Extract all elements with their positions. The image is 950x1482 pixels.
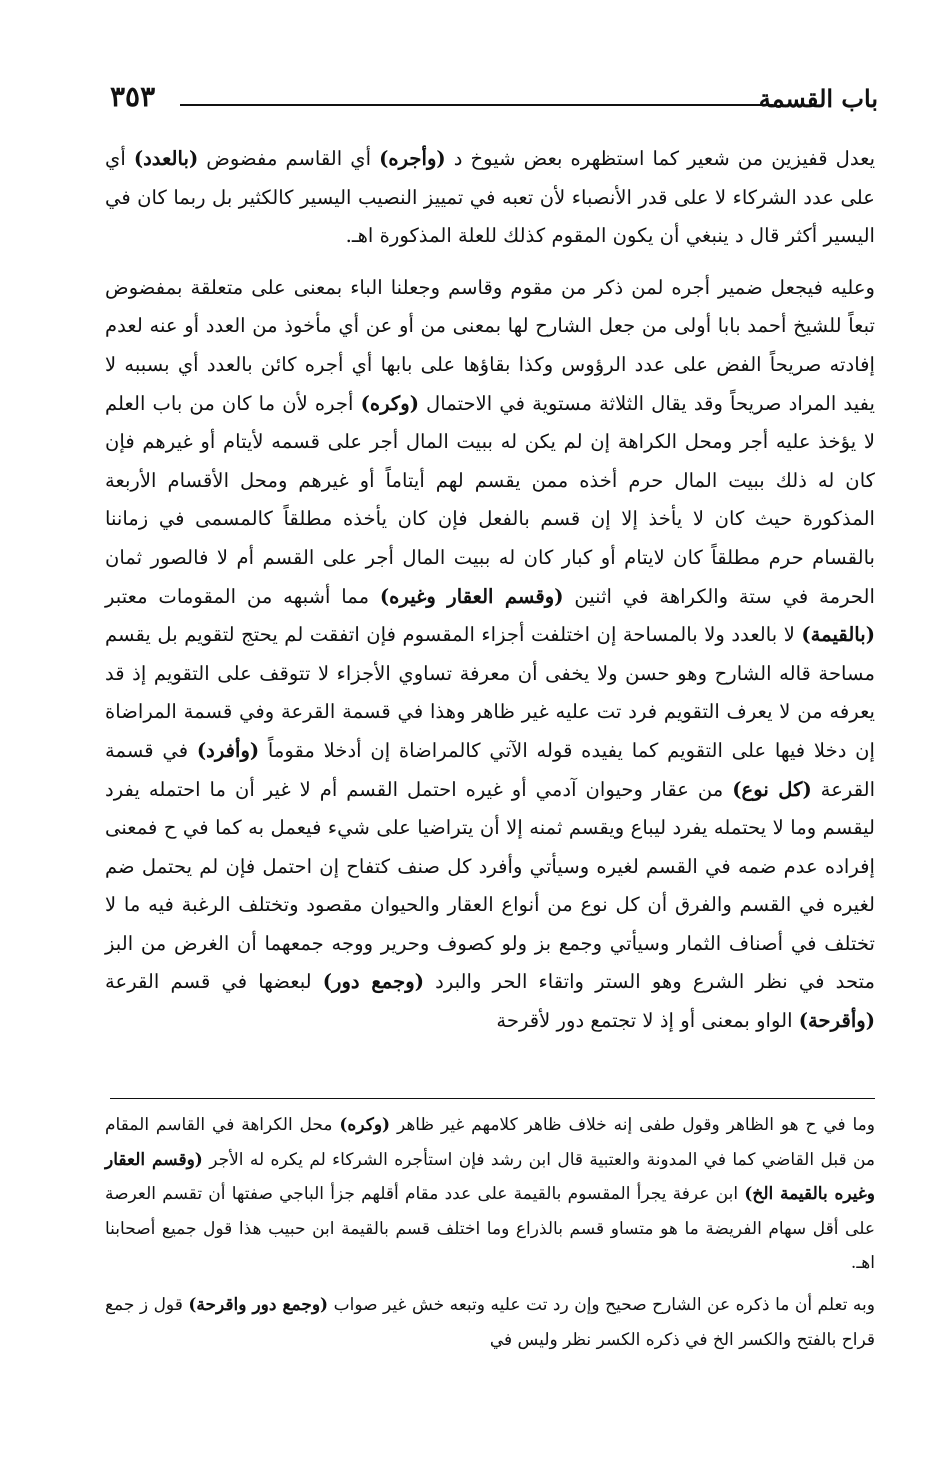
text-run: أجره لأن ما كان من باب العلم لا يؤخذ عليه أجر ومحل الكراهة إن لم يكن له ببيت المال أجر على قسمه لأيتام أو غيرهم فإن كان له ذلك ببيت المال حرم أخذه ممن يقسم لهم أيتاماً أو غيرهم ومحل الأقسام الأربعة المذكورة حيث كان لا يأخذ إلا إن قسم بالفعل فإن كان يأخذه مطلقاً كالمسمى في زماننا بالقسام حرم مطلقاً كان لايتام أو كبار كان له ببيت المال أجر على القسم أم لا فالصور ثمان الحرمة في ستة والكراهة في اثنين	[105, 391, 875, 608]
bold-term: (وجمع دور واقرحة)	[188, 1294, 329, 1315]
bold-term: (بالعدد)	[133, 147, 199, 170]
paragraph	[105, 140, 875, 256]
bold-term: (وأفرد)	[196, 738, 260, 762]
text-run: وعليه فيجعل ضمير أجره لمن ذكر من مقوم وقاسم وجعلنا الباء بمعنى على متعلقة بمفضوض تبعاً للشيخ أحمد بابا أولى من جعل الشارح لها بمعنى من أو عن أي مأخوذ من العدد أو عنه لعدم إفادته صريحاً الفض على عدد الرؤوس وكذا بقاؤها على بابها أي أجره كائن بالعدد أي بسببه لا يفيد المراد صريحاً وقد يقال الثلاثة مستوية في الاحتمال	[105, 275, 875, 415]
text-run: لا بالعدد ولا بالمساحة إن اختلفت أجزاء المقسوم فإن اتفقت لم يحتج لتقويم بل يقسم مساحة قاله الشارح وهو حسن ولا يخفى أن معرفة تساوي الأجزاء لا تتوقف على التقويم إذ قد يعرفه من لا يعرف التقويم فرد تت عليه غير ظاهر وهذا في قسمة القرعة وفي قسمة المراضاة إن دخلا فيها على التقويم كما يفيده قوله الآتي كالمراضاة إن أدخلا مقوماً	[105, 623, 875, 762]
text-run: يعدل قفيزين من شعير كما استظهره بعض شيوخ د	[445, 147, 876, 170]
text-run: لبعضها في قسم القرعة	[105, 970, 323, 994]
text-run: من عقار وحيوان آدمي أو غيره احتمل القسم أم لا غير أن ما احتمله يفرد ليقسم وما لا يحتمله يفرد ليباع ويقسم ثمنه إلا أن يتراضيا على شيء فيعمل به كما في ح فمعنى إفراده عدم ضمه في القسم لغيره وسيأتي وأفرد كل صنف كتفاح إن احتمل فإن لم يحتمل ضم لغيره في القسم والفرق أن كل نوع من أنواع العقار والحيوان مقصود وتختلف الرغبة فيه ما لا تختلف في أصناف الثمار وسيأتي وجمع بز ولو كصوف وحرير ووجه جمعهما أن الغرض من البز متحد في نظر الشرع وهو الستر واتقاء الحر والبرد	[105, 777, 875, 994]
text-run: قول ز جمع قراح بالفتح والكسر الخ في ذكره الكسر نظر وليس في	[105, 1294, 875, 1350]
bold-term: (وجمع دور)	[322, 970, 424, 994]
bold-term: (وكره)	[360, 391, 419, 415]
text-run: وبه تعلم أن ما ذكره عن الشارح صحيح وإن رد تت عليه وتبعه خش غير صواب	[328, 1294, 875, 1315]
bold-term: (وأجره)	[379, 147, 446, 170]
text-run: أي القاسم مفضوض	[198, 147, 380, 170]
page-number: ٣٥٣	[110, 80, 156, 113]
text-run: وما في ح هو الظاهر وقول طفى إنه خلاف ظاهر كلامهم غير ظاهر	[390, 1115, 875, 1135]
footnote	[105, 1108, 875, 1281]
text-run: في قسمة القرعة	[105, 738, 876, 801]
text-run: مما أشبهه من المقومات معتبر	[105, 584, 380, 608]
paragraph	[105, 269, 875, 1041]
bold-term: (وكره)	[339, 1115, 391, 1135]
bold-term: (بالقيمة)	[801, 623, 875, 647]
text-run: الواو بمعنى أو إذ لا تجتمع دور لأقرحة	[496, 1009, 799, 1033]
footnotes	[105, 1108, 875, 1357]
bold-term: (وقسم العقار وغيره)	[379, 584, 564, 608]
text-run: أي على عدد الشركاء لا على قدر الأنصباء لأن تعبه في تمييز النصيب اليسير كالكثير بل ربما كان في اليسير أكثر قال د ينبغي أن يكون المقوم كذلك للعلة المذكورة اهـ.	[105, 147, 875, 248]
main-text	[105, 140, 875, 1041]
footnote	[105, 1288, 875, 1357]
page-header	[110, 80, 878, 124]
header-rule	[180, 104, 773, 106]
footnote-separator	[110, 1098, 875, 1099]
bold-term: (وقسم العقار وغيره بالقيمة الخ)	[105, 1149, 875, 1205]
text-run: ابن عرفة يجرأ المقسوم بالقيمة على عدد مقام أقلهم جزأ الباجي صفتها أن تقسم العرصة على أقل سهام الفريضة ما هو متساو قسم بالذراع وما اختلف قسم بالقيمة ابن حبيب هذا قول جميع أصحابنا اهـ.	[105, 1184, 875, 1274]
bold-term: (وأقرحة)	[798, 1009, 875, 1033]
chapter-title: باب القسمة	[758, 84, 878, 113]
bold-term: (كل نوع)	[732, 777, 812, 801]
text-run: محل الكراهة في القاسم المقام من قبل القاضي كما في المدونة والعتبية قال ابن رشد فإن استأجره الشركاء لم يكره له الأجر	[105, 1115, 876, 1170]
